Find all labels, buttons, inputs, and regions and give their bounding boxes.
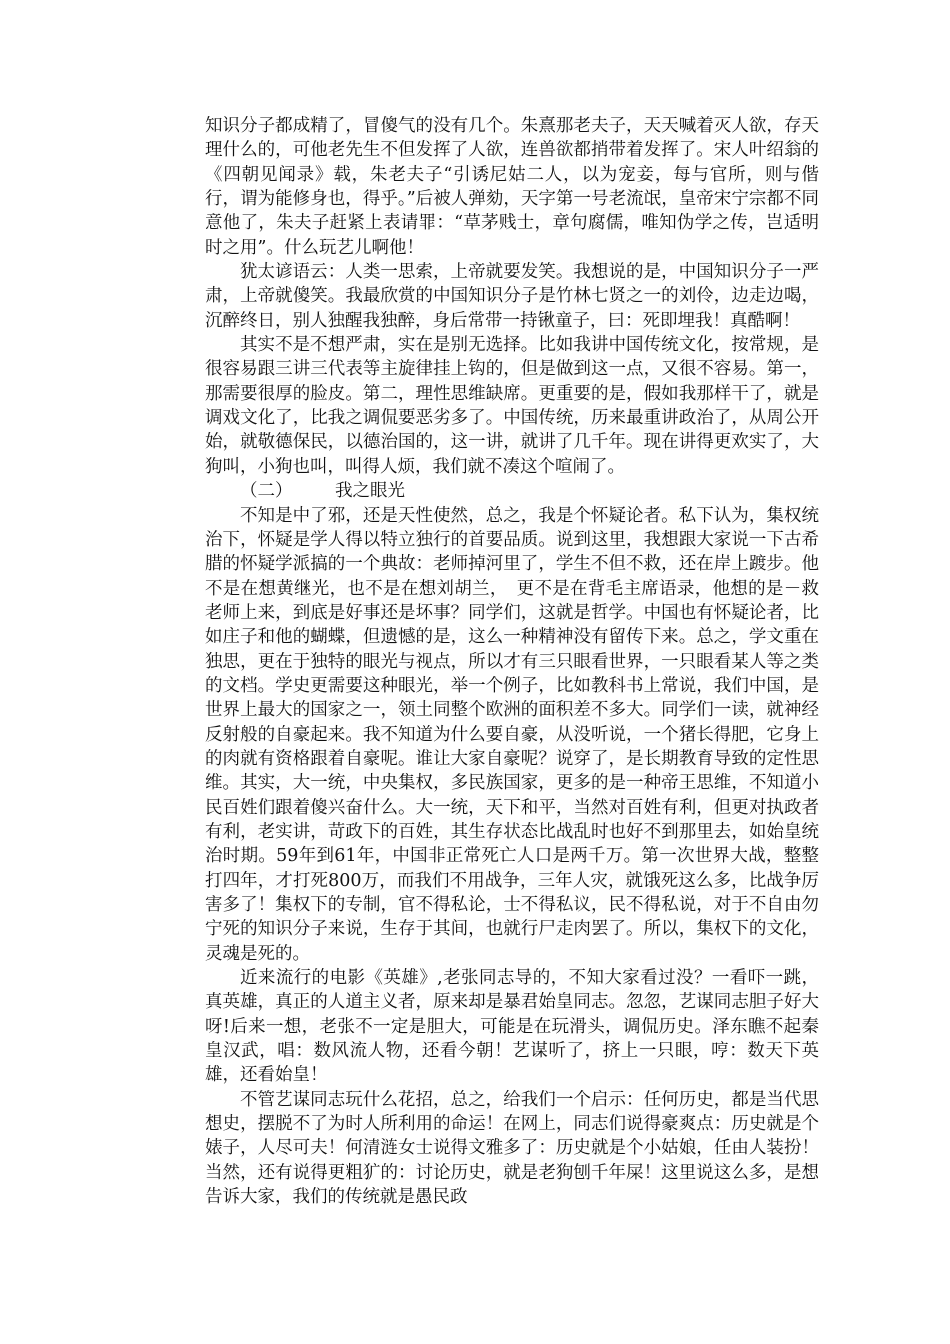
paragraph-1: 知识分子都成精了，冒傻气的没有几个。朱熹那老夫子，天天喊着灭人欲，存天理什么的，可他老先生不但发挥了人欲，连兽欲都捎带着发挥了。宋人叶绍翁的《四朝见闻录》载，朱老夫子“引诱尼姑二人，以为宠妾，每与官所，则与偕行，谓为能修身也，得乎。”后被人弹劾，天字第一号老流氓，皇帝宋宁宗都不同意他了，朱夫子赶紧上表请罪：“草茅贱士，章句腐儒，唯知伪学之传，岂适明时之用”。什么玩艺儿啊他！ bbox=[205, 116, 819, 258]
paragraph-6: 不管艺谋同志玩什么花招，总之，给我们一个启示：任何历史，都是当代思想史，摆脱不了为时人所利用的命运！在网上，同志们说得豪爽点：历史就是个婊子，人尽可夫！何清涟女士说得文雅多了：历史就是个小姑娘，任由人装扮！当然，还有说得更粗犷的：讨论历史，就是老狗刨千年屎！这里说这么多，是想告诉大家，我们的传统就是愚民政 bbox=[205, 1089, 819, 1208]
paragraph-3: 其实不是不想严肃，实在是别无选择。比如我讲中国传统文化，按常规，是很容易跟三讲三代表等主旋律挂上钩的，但是做到这一点，又很不容易。第一，那需要很厚的脸皮。第二，理性思维缺席。更重要的是，假如我那样干了，就是调戏文化了，比我之调侃要恶劣多了。中国传统，历来最重讲政治了，从周公开始，就敬德保民，以德治国的，这一讲，就讲了几千年。现在讲得更欢实了，大狗叫，小狗也叫，叫得人烦，我们就不凑这个喧闹了。 bbox=[205, 335, 819, 477]
document-page bbox=[205, 114, 819, 1209]
section-heading bbox=[205, 479, 819, 503]
section-heading-title: 我之眼光 bbox=[335, 481, 405, 502]
paragraph-4: 不知是中了邪，还是天性使然，总之，我是个怀疑论者。私下认为，集权统治下，怀疑是学人得以特立独行的首要品质。说到这里，我想跟大家说一下古希腊的怀疑学派搞的一个典故：老师掉河里了，学生不但不救，还在岸上踱步。他不是在想黄继光，也不是在想刘胡兰， 更不是在背毛主席语录，他想的是－救老师上来，到底是好事还是坏事？同学们，这就是哲学。中国也有怀疑论者，比如庄子和他的蝴蝶，但遗憾的是，这么一种精神没有留传下来。总之，学文重在独思，更在于独特的眼光与视点，所以才有三只眼看世界，一只眼看某人等之类的文档。学史更需要这种眼光，举一个例子，比如教科书上常说，我们中国，是世界上最大的国家之一，领土同整个欧洲的面积差不多大。同学们一读，就神经反射般的自豪起来。我不知道为什么要自豪，从没听说，一个猪长得肥，它身上的肉就有资格跟着自豪呢。谁让大家自豪呢？说穿了，是长期教育导致的定性思维。其实，大一统，中央集权，多民族国家，更多的是一种帝王思维，不知道小民百姓们跟着傻兴奋什么。大一统，天下和平，当然对百姓有利，但更对执政者有利，老实讲，苛政下的百姓，其生存状态比战乱时也好不到那里去，如始皇统治时期。59年到61年，中国非正常死亡人口是两千万。第一次世界大战，整整打四年，才打死800万，而我们不用战争，三年人灾，就饿死这么多，比战争厉害多了！集权下的专制，官不得私论，士不得私议，民不得私说，对于不自由勿宁死的知识分子来说，生存于其间，也就行尸走肉罢了。所以，集权下的文化，灵魂是死的。 bbox=[205, 505, 819, 964]
section-heading-number: （二） bbox=[240, 481, 293, 502]
paragraph-2: 犹太谚语云：人类一思索，上帝就要发笑。我想说的是，中国知识分子一严肃，上帝就傻笑。我最欣赏的中国知识分子是竹林七贤之一的刘伶，边走边喝，沉醉终日，别人独醒我独醉，身后常带一持锹童子，曰：死即埋我！真酷啊！ bbox=[205, 262, 819, 331]
paragraph-5: 近来流行的电影《英雄》,老张同志导的，不知大家看过没？一看吓一跳，真英雄，真正的人道主义者，原来却是暴君始皇同志。忽忽，艺谋同志胆子好大呀!后来一想，老张不一定是胆大，可能是在玩滑头，调侃历史。泽东瞧不起秦皇汉武，唱：数风流人物，还看今朝！艺谋听了，挤上一只眼，哼：数天下英雄，还看始皇！ bbox=[205, 968, 819, 1086]
